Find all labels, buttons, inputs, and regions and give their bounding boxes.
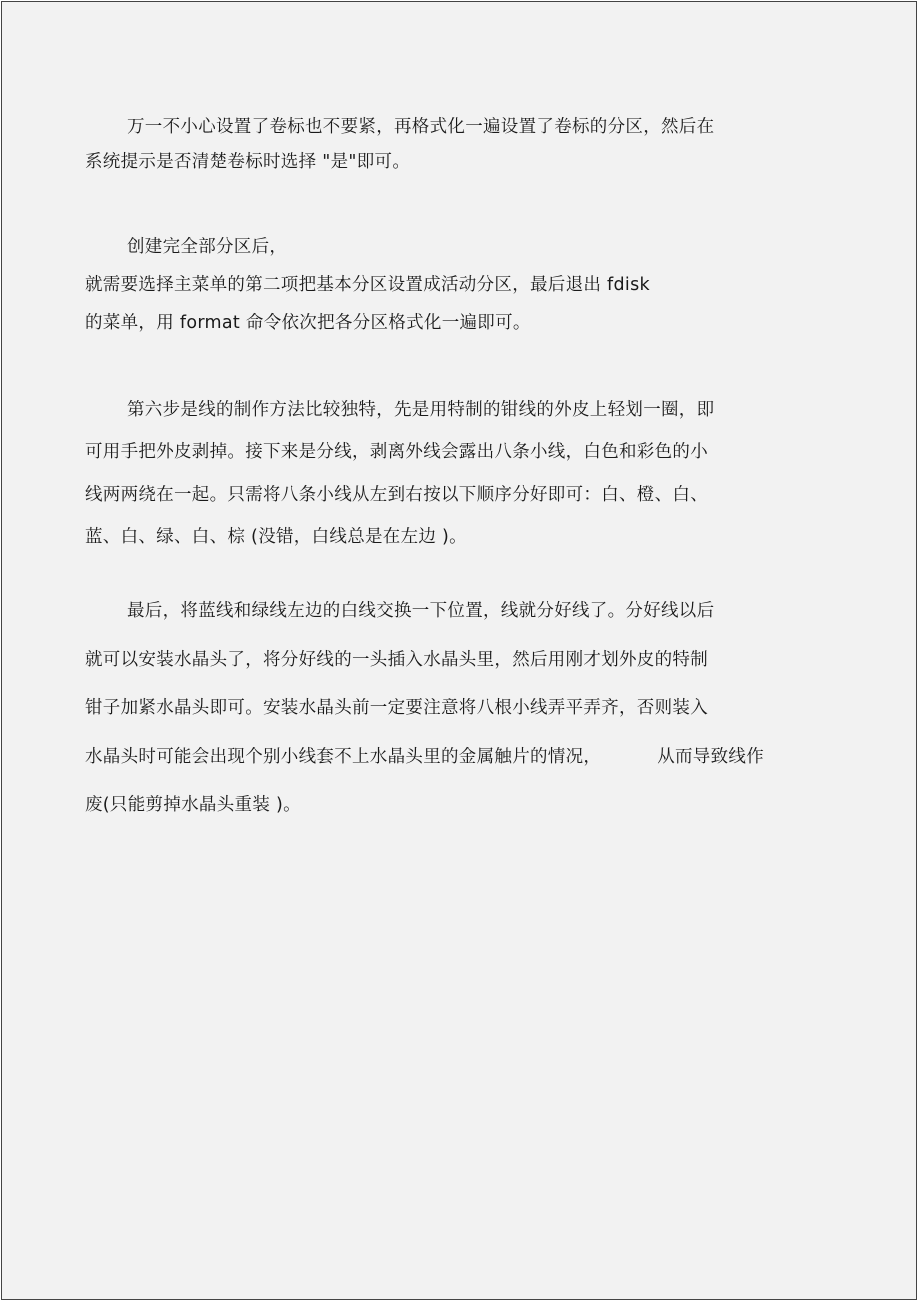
paragraph-1-line-1: 万一不小心设置了卷标也不要紧，再格式化一遍设置了卷标的分区，然后在 — [127, 117, 715, 137]
paragraph-2-line-3: 的菜单，用 format 命令依次把各分区格式化一遍即可。 — [85, 313, 531, 333]
paragraph-3-line-1: 第六步是线的制作方法比较独特，先是用特制的钳线的外皮上轻划一圈，即 — [127, 400, 715, 420]
paragraph-3-line-3: 线两两绕在一起。只需将八条小线从左到右按以下顺序分好即可：白、橙、白、 — [85, 485, 708, 505]
paragraph-4-line-3: 钳子加紧水晶头即可。安装水晶头前一定要注意将八根小线弄平弄齐，否则装入 — [85, 698, 708, 718]
document-page — [1, 1, 917, 1300]
paragraph-4-line-1: 最后，将蓝线和绿线左边的白线交换一下位置，线就分好线了。分好线以后 — [127, 601, 715, 621]
paragraph-1-line-2: 系统提示是否清楚卷标时选择 "是"即可。 — [85, 152, 411, 172]
paragraph-3-line-2: 可用手把外皮剥掉。接下来是分线，剥离外线会露出八条小线，白色和彩色的小 — [85, 442, 708, 462]
paragraph-4-line-2: 就可以安装水晶头了，将分好线的一头插入水晶头里，然后用刚才划外皮的特制 — [85, 650, 708, 670]
paragraph-3-line-4: 蓝、白、绿、白、棕 (没错，白线总是在左边 )。 — [85, 527, 467, 547]
paragraph-4-line-4-part-2: 从而导致线作 — [657, 747, 765, 767]
paragraph-4-line-4 — [85, 745, 764, 769]
paragraph-2-line-2: 就需要选择主菜单的第二项把基本分区设置成活动分区，最后退出 fdisk — [85, 275, 650, 295]
paragraph-4-line-5: 废(只能剪掉水晶头重装 )。 — [85, 795, 301, 815]
paragraph-2-line-1: 创建完全部分区后， — [127, 237, 288, 257]
paragraph-4-line-4-part-1: 水晶头时可能会出现个别小线套不上水晶头里的金属触片的情况， — [85, 747, 602, 767]
